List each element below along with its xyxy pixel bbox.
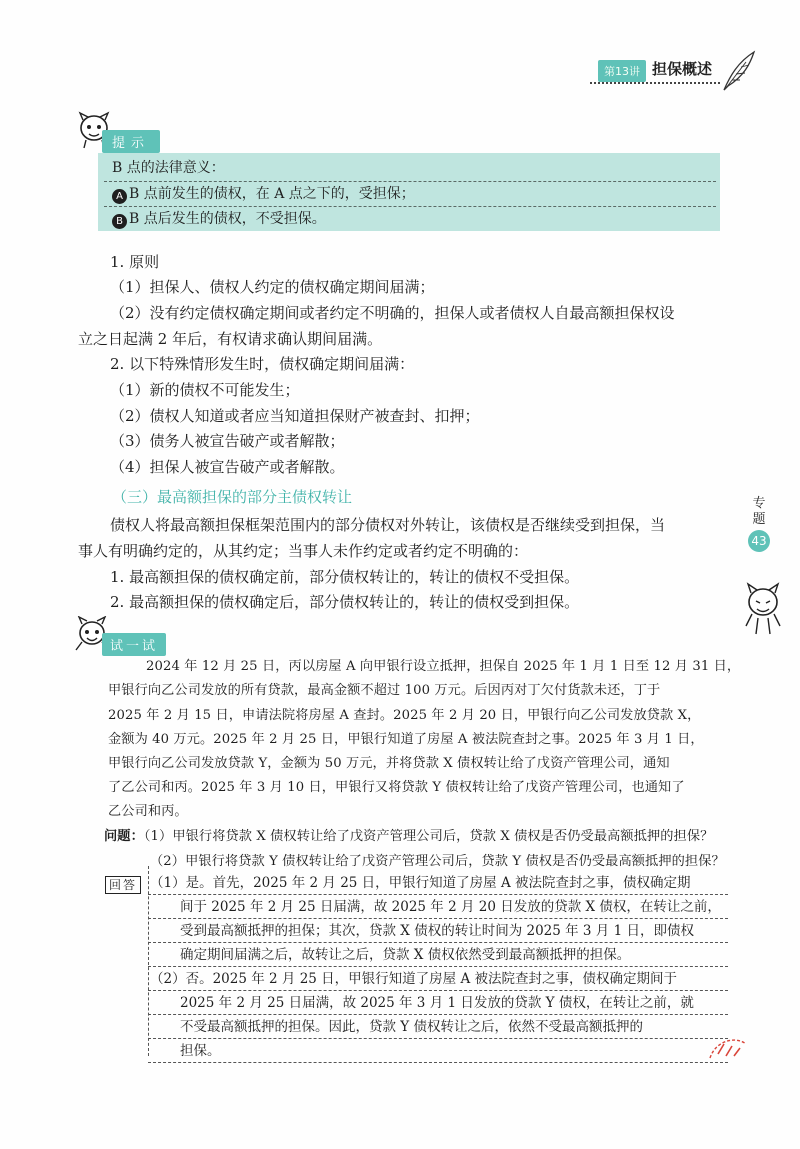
tip-heading: B 点的法律意义： (112, 160, 225, 176)
topic-side-tab (744, 496, 774, 552)
page-header (590, 56, 760, 96)
question-label: 问题： (104, 829, 144, 844)
answer-label: 回答 (105, 876, 141, 894)
tip-item-b-text: B 点后发生的债权，不受担保。 (129, 211, 326, 227)
chapter-tag: 第13讲 (598, 60, 646, 82)
principle-item-2: （2）没有约定债权确定期间或者约定不明确的，担保人或者债权人自最高额担保权设 (110, 304, 675, 322)
special-item-3: （3）债务人被宣告破产或者解散； (110, 432, 345, 450)
special-item-2: （2）债权人知道或者应当知道担保财产被查封、扣押； (110, 407, 480, 425)
answer-line: 不受最高额抵押的担保。因此，贷款 Y 债权转让之后，依然不受最高额抵押的 (180, 1019, 643, 1035)
topic-label: 专题 (752, 496, 766, 527)
answer-line: 受到最高额抵押的担保；其次，贷款 X 债权的转让时间为 2025 年 3 月 1 日，即债权 (180, 923, 694, 939)
case-line: 甲银行向乙公司发放的所有贷款，最高金额不超过 100 万元。后因丙对丁欠付货款未还，丁于 (108, 683, 661, 698)
header-divider (590, 82, 720, 84)
marker-b-icon: B (112, 214, 127, 229)
case-line: 乙公司和丙。 (108, 804, 188, 819)
section3-para-cont: 事人有明确约定的，从其约定；当事人未作约定或者约定不明确的： (78, 542, 529, 560)
answer-line: （2）否。2025 年 2 月 25 日，甲银行知道了房屋 A 被法院查封之事，债权确定期间于 (150, 971, 677, 987)
answer-divider (148, 1062, 728, 1063)
header-title: 担保概述 (652, 60, 713, 78)
answer-line: 担保。 (180, 1043, 221, 1059)
cartoon-cat-icon (738, 582, 788, 636)
case-line: 2025 年 2 月 15 日，申请法院将房屋 A 查封。2025 年 2 月 20 日，甲银行向乙公司发放贷款 X， (108, 708, 701, 723)
topic-number: 43 (748, 530, 770, 552)
tip-item-a (112, 182, 712, 206)
feather-quill-icon (720, 50, 758, 92)
principle-item-1-text: 担保人、债权人约定的债权确定期间届满； (149, 278, 435, 296)
special-item-1: （1）新的债权不可能发生； (110, 381, 300, 399)
answer-line: （1）是。首先，2025 年 2 月 25 日，甲银行知道了房屋 A 被法院查封之事，债权确定期 (150, 875, 691, 891)
try-it-label: 试一试 (102, 633, 166, 656)
principle-item-2-cont: 立之日起满 2 年后，有权请求确认期间届满。 (78, 330, 383, 348)
case-line: 金额为 40 万元。2025 年 2 月 25 日，甲银行知道了房屋 A 被法院查封之事。2025 年 3 月 1 日， (108, 732, 704, 747)
section-title: （三）最高额担保的部分主债权转让 (112, 488, 353, 506)
answer-divider (148, 1038, 728, 1039)
principle-heading: 1. 原则 (110, 253, 160, 271)
answer-line: 2025 年 2 月 25 日届满，故 2025 年 3 月 1 日发放的贷款 Y 债权，在转让之前，就 (180, 995, 694, 1011)
principle-item-1 (110, 276, 435, 298)
question-2: （2）甲银行将贷款 Y 债权转让给了戊资产管理公司后，贷款 Y 债权是否仍受最高额抵押的担保？ (150, 854, 725, 869)
tip-box (98, 153, 720, 231)
marker-a-icon: A (112, 189, 127, 204)
item-marker: （1） (110, 278, 150, 296)
special-heading: 2. 以下特殊情形发生时，债权确定期间届满： (110, 355, 415, 373)
red-stamp-icon (706, 1034, 750, 1062)
case-line: 甲银行向乙公司发放贷款 Y，金额为 50 万元，并将贷款 X 债权转让给了戊资产管理公司，通知 (108, 756, 670, 771)
question-1 (104, 826, 713, 848)
case-line: 了乙公司和丙。2025 年 3 月 10 日，甲银行又将贷款 Y 债权转让给了戊资产管理公司，也通知了 (108, 780, 685, 795)
special-item-4: （4）担保人被宣告破产或者解散。 (110, 458, 345, 476)
answer-line: 间于 2025 年 2 月 25 日届满，故 2025 年 2 月 20 日发放的贷款 X 债权，在转让之前， (180, 899, 721, 915)
answer-line: 确定期间届满之后，故转让之后，贷款 X 债权依然受到最高额抵押的担保。 (180, 947, 631, 963)
case-line: 2024 年 12 月 25 日，丙以房屋 A 向甲银行设立抵押，担保自 2025 年 1 月 1 日至 12 月 31 日， (146, 659, 741, 674)
section3-para: 债权人将最高额担保框架范围内的部分债权对外转让，该债权是否继续受到担保，当 (110, 516, 666, 534)
tip-item-a-text: B 点前发生的债权，在 A 点之下的，受担保； (129, 186, 415, 202)
question-1-text: （1）甲银行将贷款 X 债权转让给了戊资产管理公司后，贷款 X 债权是否仍受最高额抵押的担保？ (143, 829, 714, 844)
section3-rule-1: 1. 最高额担保的债权确定前，部分债权转让的，转让的债权不受担保。 (110, 568, 580, 586)
tip-item-b (112, 207, 712, 231)
tip-label: 提示 (102, 130, 160, 153)
section3-rule-2: 2. 最高额担保的债权确定后，部分债权转让的，转让的债权受到担保。 (110, 593, 580, 611)
